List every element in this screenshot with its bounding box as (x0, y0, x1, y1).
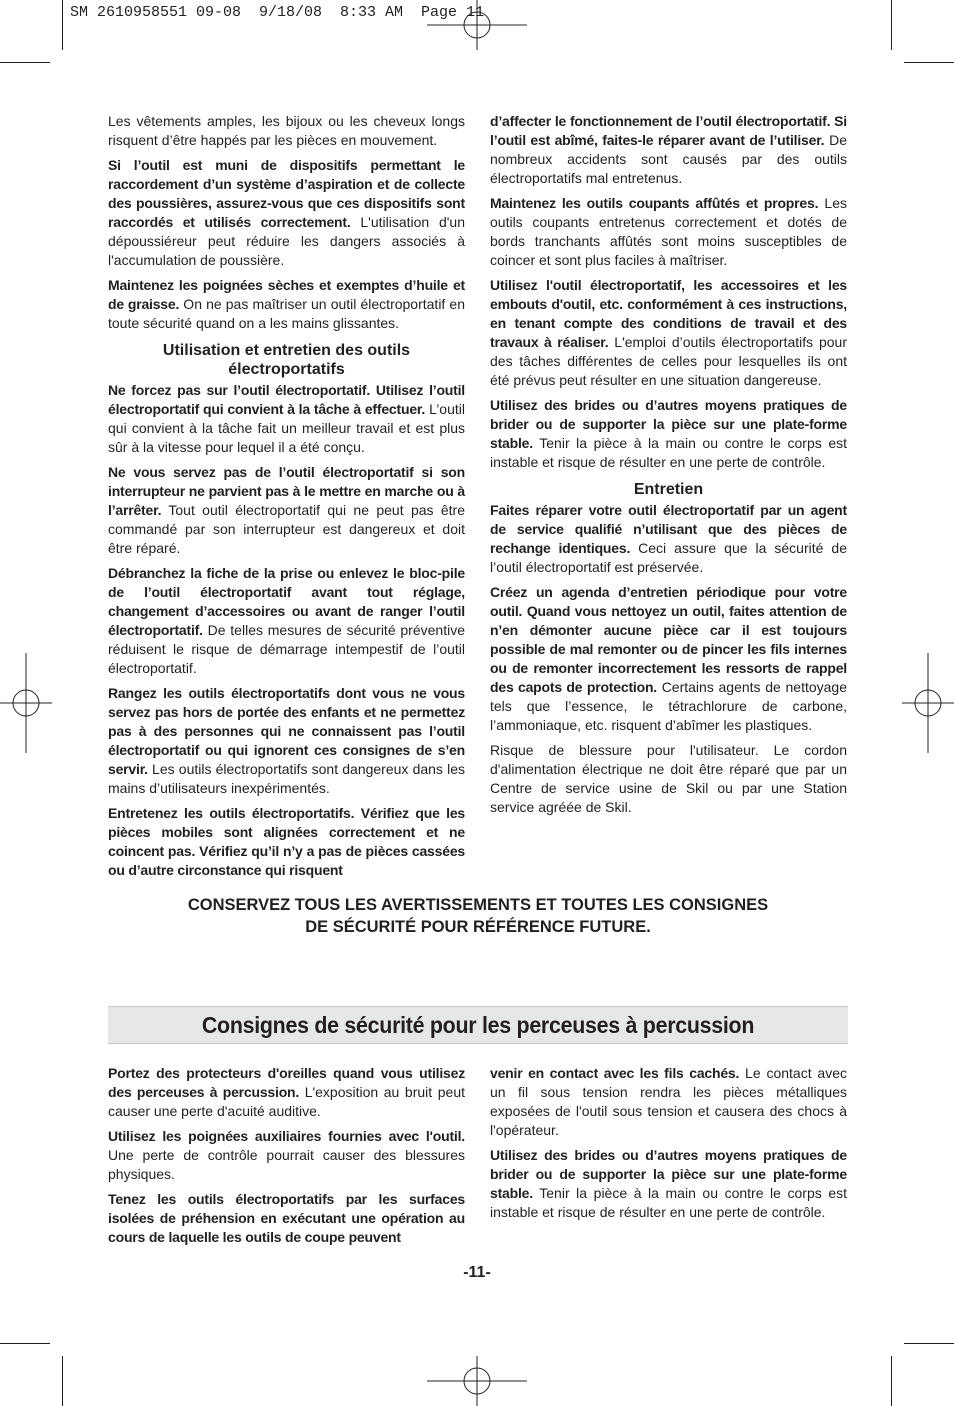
paragraph-text: L'utilisation d'un dépoussiéreur peut réduire les dangers associés à l'accumulation de poussière. (108, 214, 466, 268)
paragraph-bold-text: Utilisez des brides ou d’autres moyens pratiques de brider ou de supporter la pièce sur une plate-forme stable. (490, 397, 847, 451)
paragraph-bold-text: Maintenez les outils coupants affûtés et propres. (490, 195, 819, 211)
crop-mark (891, 1356, 892, 1406)
paragraph (108, 684, 465, 798)
page-number: -11- (463, 1264, 491, 1281)
paragraph (108, 112, 465, 150)
paragraph (490, 112, 847, 188)
crop-mark (62, 0, 63, 50)
paragraph-text: De telles mesures de sécurité préventive réduisent le risque de démarrage intempestif de l’outil électroportatif. (108, 622, 465, 676)
conserve-line-1: CONSERVEZ TOUS LES AVERTISSEMENTS ET TOUTES LES CONSIGNES (187, 896, 769, 914)
section-banner (108, 1006, 848, 1044)
crop-mark (904, 1343, 954, 1344)
crop-mark (0, 1343, 50, 1344)
registration-mark-left (0, 653, 52, 753)
paragraph-text: Les vêtements amples, les bijoux ou les cheveux longs risquent d’être happés par les pièces en mouvement. (108, 113, 465, 148)
paragraph-bold-text: Maintenez les poignées sèches et exemptes d’huile et de graisse. (108, 277, 465, 312)
registration-mark-right (902, 653, 954, 753)
paragraph (108, 564, 465, 678)
paragraph-bold-text: Si l’outil est muni de dispositifs permettant le raccordement d’un système d’aspiration et de collecte des poussières, assurez-vous que ces dispositifs sont raccordés et utilisés correctement. (108, 157, 465, 230)
paragraph (490, 1146, 847, 1222)
paragraph-text: L'emploi d’outils électroportatifs pour des tâches différentes de celles pour lesquelles ils ont été prévus peut résulter en une situation dangereuse. (490, 334, 847, 388)
left-column (108, 112, 465, 886)
paragraph-text: Tenir la pièce à la main ou contre le corps est instable et risque de résulter en une perte de contrôle. (490, 1185, 847, 1220)
paragraph-text: Une perte de contrôle pourrait causer des blessures physiques. (108, 1147, 465, 1182)
left-column-2 (108, 1064, 465, 1253)
paragraph (108, 1127, 465, 1184)
paragraph-text: L’outil qui convient à la tâche fait un meilleur travail et est plus sûr à la vitesse pour lequel il a été conçu. (108, 401, 465, 455)
paragraph-bold-text: Ne vous servez pas de l’outil électroportatif si son interrupteur ne parvient pas à le mettre en marche ou à l’arrêter. (108, 464, 465, 518)
section-heading: Entretien (633, 481, 704, 498)
paragraph-text: On ne pas maîtriser un outil électroportatif en toute sécurité quand on a les mains glissantes. (108, 296, 465, 331)
paragraph-bold-text: Utilisez les poignées auxiliaires fournies avec l'outil. (108, 1128, 465, 1144)
right-column (490, 112, 847, 823)
crop-mark (891, 0, 892, 50)
conserve-notice (108, 894, 848, 938)
paragraph-text: Tout outil électroportatif qui ne peut pas être commandé par son interrupteur est dangereux et doit être réparé. (108, 502, 465, 556)
conserve-line-2: DE SÉCURITÉ POUR RÉFÉRENCE FUTURE. (305, 918, 651, 936)
paragraph-bold-text: Débranchez la fiche de la prise ou enlevez le bloc-pile de l’outil électroportatif avant tout réglage, changement d’accessoires ou avant de ranger l’outil électroportatif. (108, 565, 465, 638)
paragraph (490, 1064, 847, 1140)
paragraph (108, 1190, 465, 1247)
paragraph-text: Risque de blessure pour l'utilisateur. Le cordon d'alimentation électrique ne doit être réparé que par un Centre de service usine de Skil ou par une Station service agréée de Skil. (490, 742, 847, 815)
paragraph (490, 276, 847, 390)
right-column-2 (490, 1064, 847, 1228)
registration-mark-bottom (427, 1356, 527, 1406)
crop-mark (0, 62, 50, 63)
paragraph-text: L'exposition au bruit peut causer une perte d'acuité auditive. (108, 1084, 465, 1119)
paragraph (490, 741, 847, 817)
paragraph-text: Tenir la pièce à la main ou contre le corps est instable et risque de résulter en une perte de contrôle. (490, 435, 847, 470)
printer-slug: SM 2610958551 09-08 9/18/08 8:33 AM Page 11 (70, 4, 485, 21)
paragraph-text: Certains agents de nettoyage tels que l’essence, le tétrachlorure de carbone, l’ammoniaque, etc. risquent d’abîmer les plastiques. (490, 679, 847, 733)
paragraph-text: De nombreux accidents sont causés par des outils électroportatifs mal entretenus. (490, 132, 847, 186)
paragraph (108, 804, 465, 880)
paragraph-text: Les outils électroportatifs sont dangereux dans les mains d’utilisateurs inexpérimentés. (108, 761, 465, 796)
paragraph-text: Ceci assure que la sécurité de l’outil électroportatif est préservée. (490, 540, 847, 575)
paragraph (490, 583, 847, 735)
paragraph (108, 463, 465, 558)
paragraph-text: Le contact avec un fil sous tension rendra les pièces métalliques exposées de l'outil sous tension et causera des chocs à l'opérateur. (490, 1065, 848, 1138)
paragraph (108, 1064, 465, 1121)
section-heading: Utilisation et entretien des outils électroportatifs (162, 342, 411, 378)
section-title: Consignes de sécurité pour les perceuses à percussion (201, 1012, 755, 1038)
paragraph (108, 276, 465, 333)
paragraph-bold-text: Utilisez des brides ou d’autres moyens pratiques de brider ou de supporter la pièce sur une plate-forme stable. (490, 1147, 847, 1201)
paragraph-bold-text: Faites réparer votre outil électroportatif par un agent de service qualifié n’utilisant que des pièces de rechange identiques. (490, 502, 847, 556)
paragraph-bold-text: Rangez les outils électroportatifs dont vous ne vous servez pas hors de portée des enfants et ne permettez pas à des personnes qui ne connaissent pas l’outil électroportatif ou qui ignorent ces consignes de s’en servir. (108, 685, 465, 777)
paragraph-text: Les outils coupants entretenus correctement et dotés de bords tranchants affûtés sont moins susceptibles de coincer et sont plus faciles à maîtriser. (490, 195, 848, 268)
paragraph-bold-text: Créez un agenda d’entretien périodique pour votre outil. Quand vous nettoyez un outil, faites attention de n’en démonter aucune pièce car il est toujours possible de mal remonter ou de pincer les fils internes ou de remonter incorrectement les ressorts de rappel des capots de protection. (490, 584, 847, 695)
paragraph-bold-text: Utilisez l'outil électroportatif, les accessoires et les embouts d'outil, etc. conformément à ces instructions, en tenant compte des conditions de travail et des travaux à réaliser. (490, 277, 847, 350)
paragraph-bold-text: Portez des protecteurs d'oreilles quand vous utilisez des perceuses à percussion. (108, 1065, 465, 1100)
paragraph (490, 396, 847, 472)
paragraph-bold-text: d’affecter le fonctionnement de l’outil électroportatif. Si l’outil est abîmé, faites-le réparer avant de l’utiliser. (490, 113, 847, 148)
paragraph-bold-text: Ne forcez pas sur l’outil électroportatif. Utilisez l’outil électroportatif qui convient à la tâche à effectuer. (108, 382, 465, 417)
paragraph-bold-text: Entretenez les outils électroportatifs. Vérifiez que les pièces mobiles sont alignées correctement et ne coincent pas. Vérifiez qu’il n’y a pas de pièces cassées ou d’autre circonstance qui risquent (108, 805, 465, 878)
paragraph (490, 501, 847, 577)
paragraph-bold-text: venir en contact avec les fils cachés. (490, 1065, 740, 1081)
paragraph (108, 156, 465, 270)
registration-mark-top (427, 0, 527, 50)
crop-mark (62, 1356, 63, 1406)
crop-mark (904, 62, 954, 63)
paragraph (108, 381, 465, 457)
paragraph (490, 194, 847, 270)
paragraph-bold-text: Tenez les outils électroportatifs par les surfaces isolées de préhension en exécutant une opération au cours de laquelle les outils de coupe peuvent (108, 1191, 465, 1245)
